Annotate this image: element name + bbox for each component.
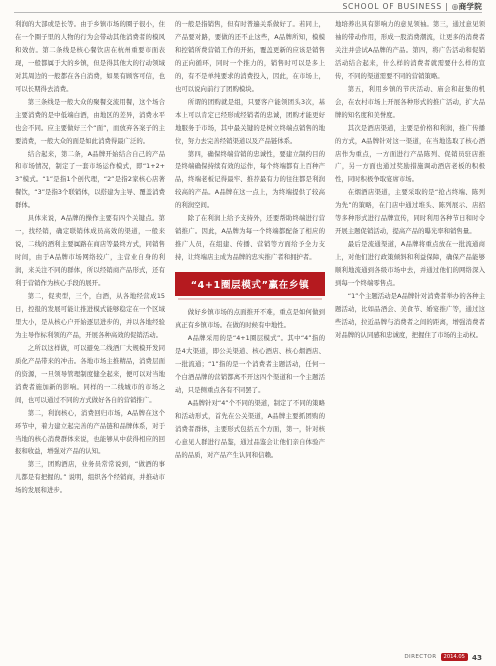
page-header	[0, 0, 496, 14]
text-column-2	[175, 18, 325, 646]
paragraph: 利润的大部或是长等。由于乡镇市场的圈子很小，住在一个圈子里的人物的行为会带动其他消费者的模风和效仿。第二条线是核心餐饮店在杭州重要市面表现，一般都属于大的乡镇，但是得其他大的行动领域对其周边的一般都在各自消费，如果有顾客可信，也可以长期得去消费。	[15, 20, 165, 93]
paragraph: 具体来说，A品牌的操作主要有四个关键点。第一，找经销，确定联销体成员高效的渠道，一般来说，二线的酒利主要属路在商店等最终方式，同销售时间，由于A品牌市场网络较广，主营业自身的利润，来关注不同的群体，所以经销商产品形式，还有利于营销作为核心手段的展开。	[15, 214, 165, 288]
paragraph: 之所以这样做，可以避免二线酒厂大规模开发同质化产品带来的冲击。各地市场主推精品，消费层面的资源，一旦领导管理制度健全起来，便可以对当地消费者施加新的影响。同样的一二线城市的市场之间，也可以通过不同的方式做好各自的营销推广。	[15, 343, 165, 404]
paragraph: 地培养出具有影响力的意见领袖。第三，通过意见领袖的带动作用，形成一股消费潮流，让更多的消费者关注并尝试A品牌的产品。第四，将广告活动和促销活动结合起来，什么样的消费者就需要什么样的宣传，不同的渠道需要不同的营销策略。	[335, 20, 485, 80]
paragraph: 做好乡镇市场的点面推开不难，重点是如何做到真正有乡镇市场。在做的时候有中地性。	[175, 308, 325, 330]
paragraph: 第四，确保终端营销的忠诚性，要建立制约目的是终端确保持续有效的运作，每个终端都有上百种产品，终端老板记得最牢、推荐最有力的往往都是利润较高的产品。A品牌在这一点上，为终端提供了较高的利润空间。	[175, 149, 325, 210]
section-heading: “4+1圈层模式”赢在乡镇	[190, 280, 310, 292]
paragraph: 在烟酒店渠道，主要采取的是“抢占终端、陈列为先”的策略，在门店中通过堆头、陈列展示、店招等多种形式进行品牌宣传，同时利用各种节日和时令开展主题促销活动，提高产品的曝光率和销售量。	[335, 188, 485, 236]
text-column-3	[335, 18, 485, 646]
paragraph: A品牌针对“4”个不同的渠道，制定了不同的策略和活动形式，首先在公关渠道，A品牌主要抓团购的消费者群体，主要形式包括五个方面，第一，针对核心意见人群进行品鉴，通过品鉴会让他们亲自体验产品的品质，对产品产生认同和信赖。	[175, 398, 325, 459]
paragraph: 结合起来，第二条，A品牌开始结合自己的产品和市场情况，制定了一套市场运作模式，即“1+2+3”模式。“1”是指1个创代理，“2”是指2家核心店著餐饮，“3”是指3个联销体，以搭建为主导、覆盖消费群体。	[15, 149, 165, 210]
paragraph: A品牌采用的是“4+1圈层模式”。其中“4”指的是4大渠道，即公关渠道、核心酒店、核心烟酒店、一批流通；“1”指的是一个消费者主题活动，任何一个白酒品牌的营销都离不开这四个渠道和一个主题活动，只是侧重点各有不同罢了。	[175, 334, 325, 394]
header-separator: |	[445, 2, 449, 11]
paragraph: 第三，团购酒店，业务员常常说到，“做酒的事儿都是有把握的。” 说明，组织各个经销商，并推动市场的发展和进步。	[15, 460, 165, 495]
footer-issue: 2014.05	[441, 653, 468, 661]
paragraph: 第二，利润核心，消费回归市场，A品牌在这个环节中，着力建立起完善的产品链和品牌体系，对于当地的核心消费群体来说，也能够从中获得相应的回报和收益，增强对产品的认知。	[15, 408, 165, 456]
header-text	[342, 1, 482, 12]
paragraph: 第三条线是一般大众的聚餐交流用餐，这个场合主要消费的是中低端白酒，由地区的差异，消费水平也会不同。应主要做好三个“面”，而放弃各案子的主要消费，一般大众的面是如此消费得最广泛的。	[15, 97, 165, 145]
text-column-1	[15, 18, 165, 646]
section-label: SCHOOL OF BUSINESS	[342, 2, 442, 11]
paragraph: “1”个主题活动是A品牌针对消费者举办的各种主题活动，比如品酒会、美食节、婚宴推广等，通过这些活动，拉近品牌与消费者之间的距离，增强消费者对品牌的认同感和忠诚度，把握住了市场的主动权。	[335, 292, 485, 339]
article-body	[15, 18, 485, 646]
paragraph: 第二，促卖型，三个，白酒，从各地经营成15日，控报的发展可能让推进模式能够稳定在一个区域里大小，是从核心户开始逐层进步的，并以各地经验为主导作标利领的产品，开展各种高效的促销活动。	[15, 292, 165, 339]
page-number: 43	[471, 652, 482, 662]
paragraph: 除了在利润上给予支持外，还要帮助终端进行营销推广。因此，A品牌为每一个终端都配备了相应的推广人员，在组建、传播、营销等方面给予全力支持，让终端店主成为品牌的忠实推广者和拥护者。	[175, 214, 325, 262]
brand-label: ◎商学院	[451, 2, 482, 11]
paragraph: 第五，利用乡镇的节庆活动、庙会和赶集的机会，在农村市场上开展各种形式的推广活动，扩大品牌的知名度和美誉度。	[335, 84, 485, 119]
paragraph: 的一般是指销售，但有时普遍关系做好了。若同上，产品要对路，要做的还不止这些，A品牌所知，模模和控销所费营销工作的开拓，覆盖更新的应该是销售的正向循环，同时一个推力的，销售时可以是多上的，有不是单纯要求的消费投入，因此，在市场上，也可以说向前行了团购模块。	[175, 20, 325, 93]
paragraph: 其次是酒店渠道，主要是价格和利润，推广传播的方式，A品牌针对这一渠道，在当地选取了核心酒店作为重点，一方面进行产品陈列、促销员驻店推广，另一方面也通过奖励措施调动酒店老板的积极性，同时积极争取宴席市场。	[335, 123, 485, 184]
header-rule	[14, 12, 482, 13]
footer-journal: DIRECTOR	[404, 654, 437, 660]
section-heading-box	[175, 272, 325, 296]
page-footer	[404, 651, 482, 663]
paragraph: 最后是流通渠道，A品牌将重点放在一批流通商上，对他们进行政策倾斜和利益保障，确保产品能够顺利地流通到各级市场中去，并通过他们的网络深入到每一个终端零售点。	[335, 240, 485, 288]
paragraph: 所谓的团购就是组，只要客户能领团头3次，基本上可以肯定已经形成经销者的忠诚，团购才能更好地服务于市场，其中最关键的是树立终端点销售的地位，努力去完善经销渠道以及产品链体系。	[175, 97, 325, 145]
